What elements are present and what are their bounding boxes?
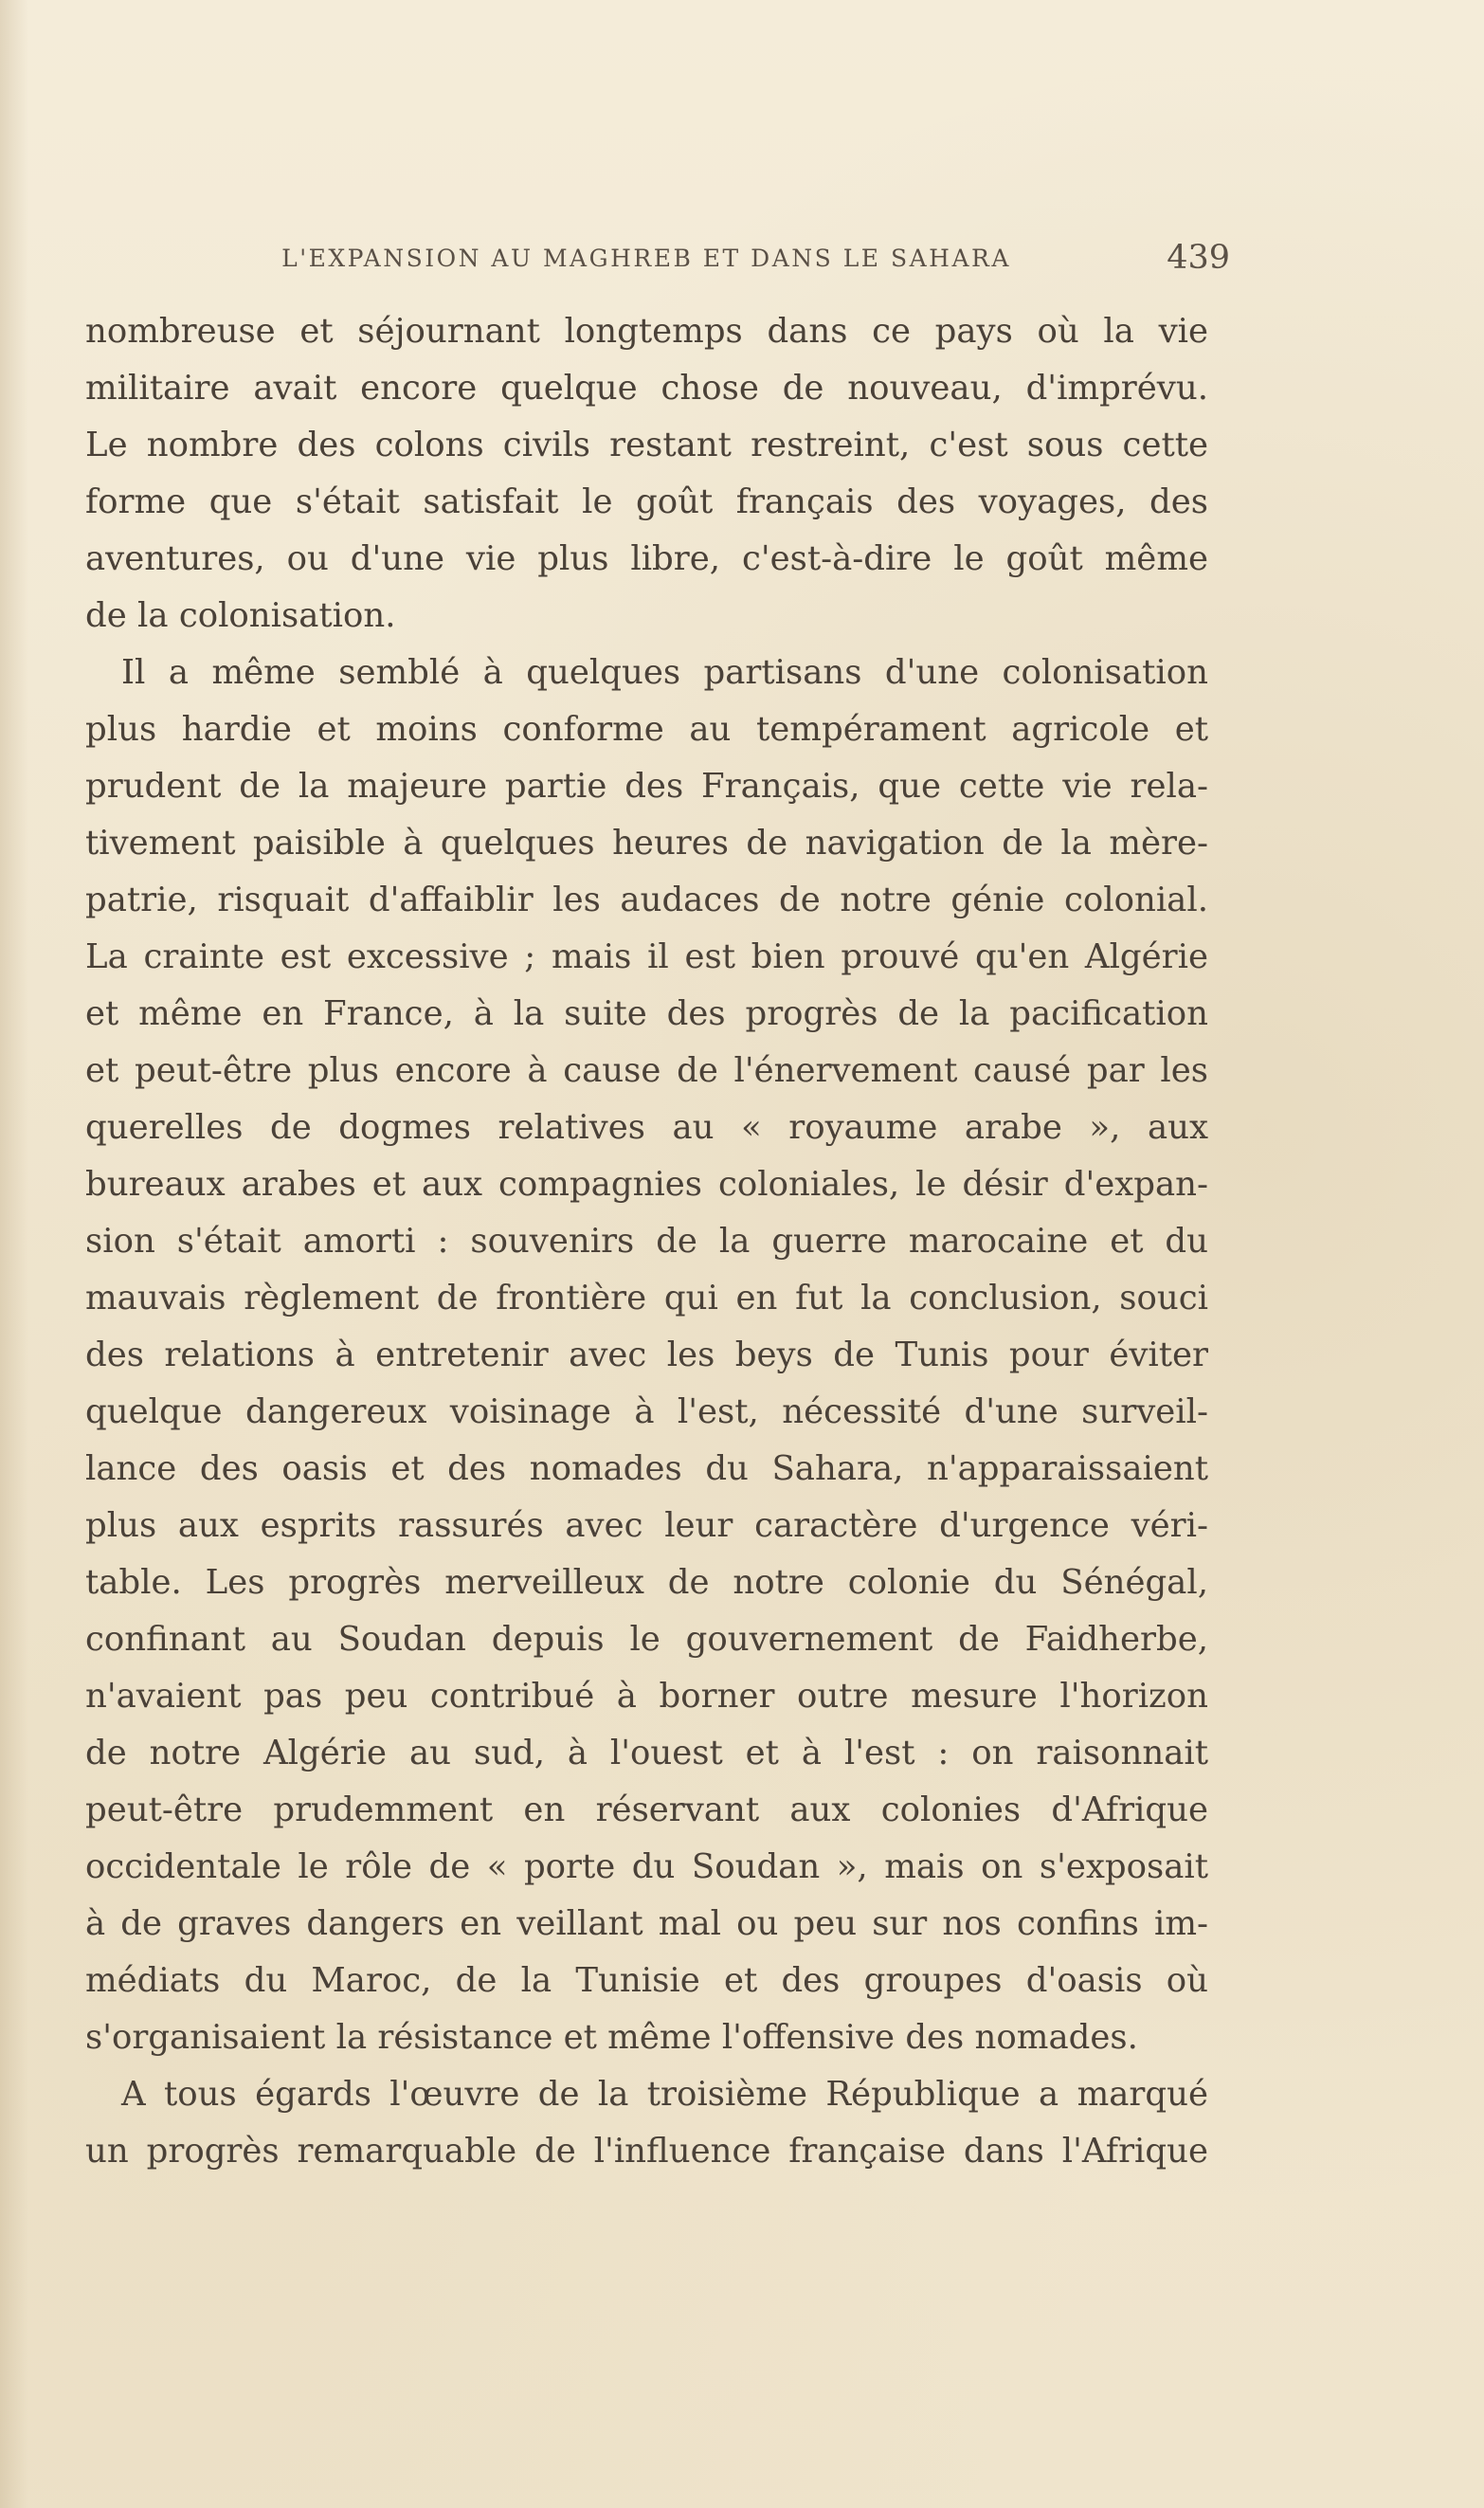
text-line: plus aux esprits rassurés avec leur caractère d'urgence véri- bbox=[85, 1506, 1208, 1545]
text-line-paragraph-start: Il a même semblé à quelques partisans d'une colonisation bbox=[121, 653, 1208, 692]
text-line: aventures, ou d'une vie plus libre, c'est-à-dire le goût même bbox=[85, 539, 1208, 578]
text-line: et même en France, à la suite des progrès de la pacification bbox=[85, 994, 1208, 1033]
text-line: de notre Algérie au sud, à l'ouest et à l'est : on raisonnait bbox=[85, 1734, 1208, 1772]
text-line: confinant au Soudan depuis le gouvernement de Faidherbe, bbox=[85, 1620, 1208, 1659]
text-line: mauvais règlement de frontière qui en fut la conclusion, souci bbox=[85, 1279, 1208, 1318]
text-line: patrie, risquait d'affaiblir les audaces de notre génie colonial. bbox=[85, 881, 1208, 919]
text-line: médiats du Maroc, de la Tunisie et des groupes d'oasis où bbox=[85, 1961, 1208, 2000]
text-line: à de graves dangers en veillant mal ou peu sur nos confins im- bbox=[85, 1904, 1208, 1943]
text-line-paragraph-end: de la colonisation. bbox=[85, 596, 396, 635]
text-line: un progrès remarquable de l'influence française dans l'Afrique bbox=[85, 2132, 1208, 2171]
text-line-paragraph-start: A tous égards l'œuvre de la troisième République a marqué bbox=[121, 2075, 1208, 2114]
text-line: occidentale le rôle de « porte du Soudan », mais on s'exposait bbox=[85, 1847, 1208, 1886]
text-line: n'avaient pas peu contribué à borner outre mesure l'horizon bbox=[85, 1677, 1208, 1716]
text-line: et peut-être plus encore à cause de l'énervement causé par les bbox=[85, 1051, 1208, 1090]
text-line: La crainte est excessive ; mais il est bien prouvé qu'en Algérie bbox=[85, 937, 1208, 976]
text-line: prudent de la majeure partie des Français, que cette vie rela- bbox=[85, 767, 1208, 806]
text-line: des relations à entretenir avec les beys de Tunis pour éviter bbox=[85, 1336, 1208, 1374]
page-gutter-shadow bbox=[0, 0, 28, 2508]
text-line: forme que s'était satisfait le goût français des voyages, des bbox=[85, 482, 1208, 521]
text-line: tivement paisible à quelques heures de navigation de la mère- bbox=[85, 824, 1208, 863]
text-line-paragraph-end: s'organisaient la résistance et même l'offensive des nomades. bbox=[85, 2018, 1138, 2057]
page-number: 439 bbox=[1167, 239, 1230, 277]
text-line: quelque dangereux voisinage à l'est, nécessité d'une surveil- bbox=[85, 1392, 1208, 1431]
text-line: bureaux arabes et aux compagnies coloniales, le désir d'expan- bbox=[85, 1165, 1208, 1204]
text-line: peut-être prudemment en réservant aux colonies d'Afrique bbox=[85, 1790, 1208, 1829]
text-line: sion s'était amorti : souvenirs de la guerre marocaine et du bbox=[85, 1222, 1208, 1261]
text-line: Le nombre des colons civils restant restreint, c'est sous cette bbox=[85, 426, 1208, 464]
text-line: lance des oasis et des nomades du Sahara, n'apparaissaient bbox=[85, 1449, 1208, 1488]
text-line: plus hardie et moins conforme au tempérament agricole et bbox=[85, 710, 1208, 749]
text-line: nombreuse et séjournant longtemps dans ce pays où la vie bbox=[85, 312, 1208, 351]
text-line: militaire avait encore quelque chose de nouveau, d'imprévu. bbox=[85, 369, 1208, 408]
running-head: L'EXPANSION AU MAGHREB ET DANS LE SAHARA bbox=[281, 245, 1011, 272]
body-text bbox=[85, 303, 1208, 2180]
text-line: querelles de dogmes relatives au « royaume arabe », aux bbox=[85, 1108, 1208, 1147]
text-line: table. Les progrès merveilleux de notre colonie du Sénégal, bbox=[85, 1563, 1208, 1602]
